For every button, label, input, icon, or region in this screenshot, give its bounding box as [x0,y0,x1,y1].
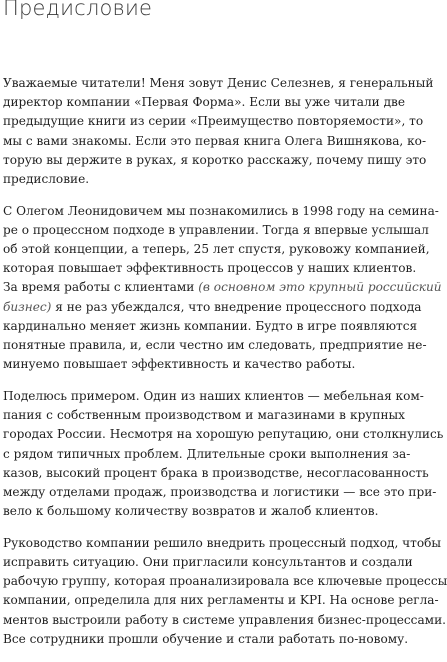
text-line: исправить ситуацию. Они пригласили консультантов и создали [3,555,413,570]
text-line: С Олегом Леонидовичем мы познакомились в 1998 году на семина- [3,203,439,218]
text-segment: я не раз убеждался, что внедрение процессного подхода [51,299,422,314]
text-line: Руководство компании решило внедрить процессный подход, чтобы [3,535,442,550]
text-line: городах России. Несмотря на хорошую репутацию, они столкнулись [3,427,444,442]
italic-aside: бизнес) [3,299,52,314]
body-text [3,74,447,662]
text-line: торую вы держите в руках, я коротко расскажу, почему пишу это [3,152,427,167]
text-line [3,298,422,317]
text-line: между отделами продаж, производства и логистики — все это при- [3,484,437,499]
text-line: пания с собственным производством и магазинами в крупных [3,408,405,423]
text-line: казов, высокий процент брака в производстве, несогласованность [3,465,429,480]
text-line: рабочую группу, которая проанализировала все ключевые процессы [3,574,447,589]
text-line: компании, определила для них регламенты и KPI. На основе регла- [3,593,439,608]
text-line: предыдущие книги из серии «Преимущество повторяемости», то [3,114,424,129]
text-line: об этой концепции, а теперь, 25 лет спустя, руковожу компанией, [3,242,430,257]
text-line: ре о процессном подходе в управлении. Тогда я впервые услышал [3,222,429,237]
text-line: вело к большому количеству возвратов и жалоб клиентов. [3,504,379,519]
text-segment: За время работы с клиентами [3,280,199,295]
text-line: Уважаемые читатели! Меня зовут Денис Селезнев, я генеральный [3,76,434,90]
text-line: кардинально меняет жизнь компании. Будто в игре появляются [3,318,418,333]
text-line: директор компании «Первая Форма». Если вы уже читали две [3,95,405,110]
text-line: ментов выстроили работу в системе управления бизнес-процессами. [3,612,446,627]
page-title: Предисловие [3,0,153,20]
text-line: минуемо повышает эффективность и качество работы. [3,357,356,372]
italic-aside: (в основном это крупный российский [198,280,442,295]
text-line: которая повышает эффективность процессов у наших клиентов. [3,261,417,276]
text-line: предисловие. [3,171,90,186]
paragraph-4 [3,534,447,649]
text-line: понятные правила, и, если честно им следовать, предприятие не- [3,338,427,353]
text-line: с рядом типичных проблем. Длительные сроки выполнения за- [3,446,411,461]
text-line: Все сотрудники прошли обучение и стали работать по-новому. [3,631,409,646]
text-line: Поделюсь примером. Один из наших клиентов — мебельная ком- [3,389,424,403]
text-line [3,278,442,297]
paragraph-1 [3,74,434,189]
paragraph-2 [3,202,442,375]
paragraph-3 [3,387,444,521]
text-line: мы с вами знакомы. Если это первая книга Олега Вишнякова, ко- [3,133,427,148]
